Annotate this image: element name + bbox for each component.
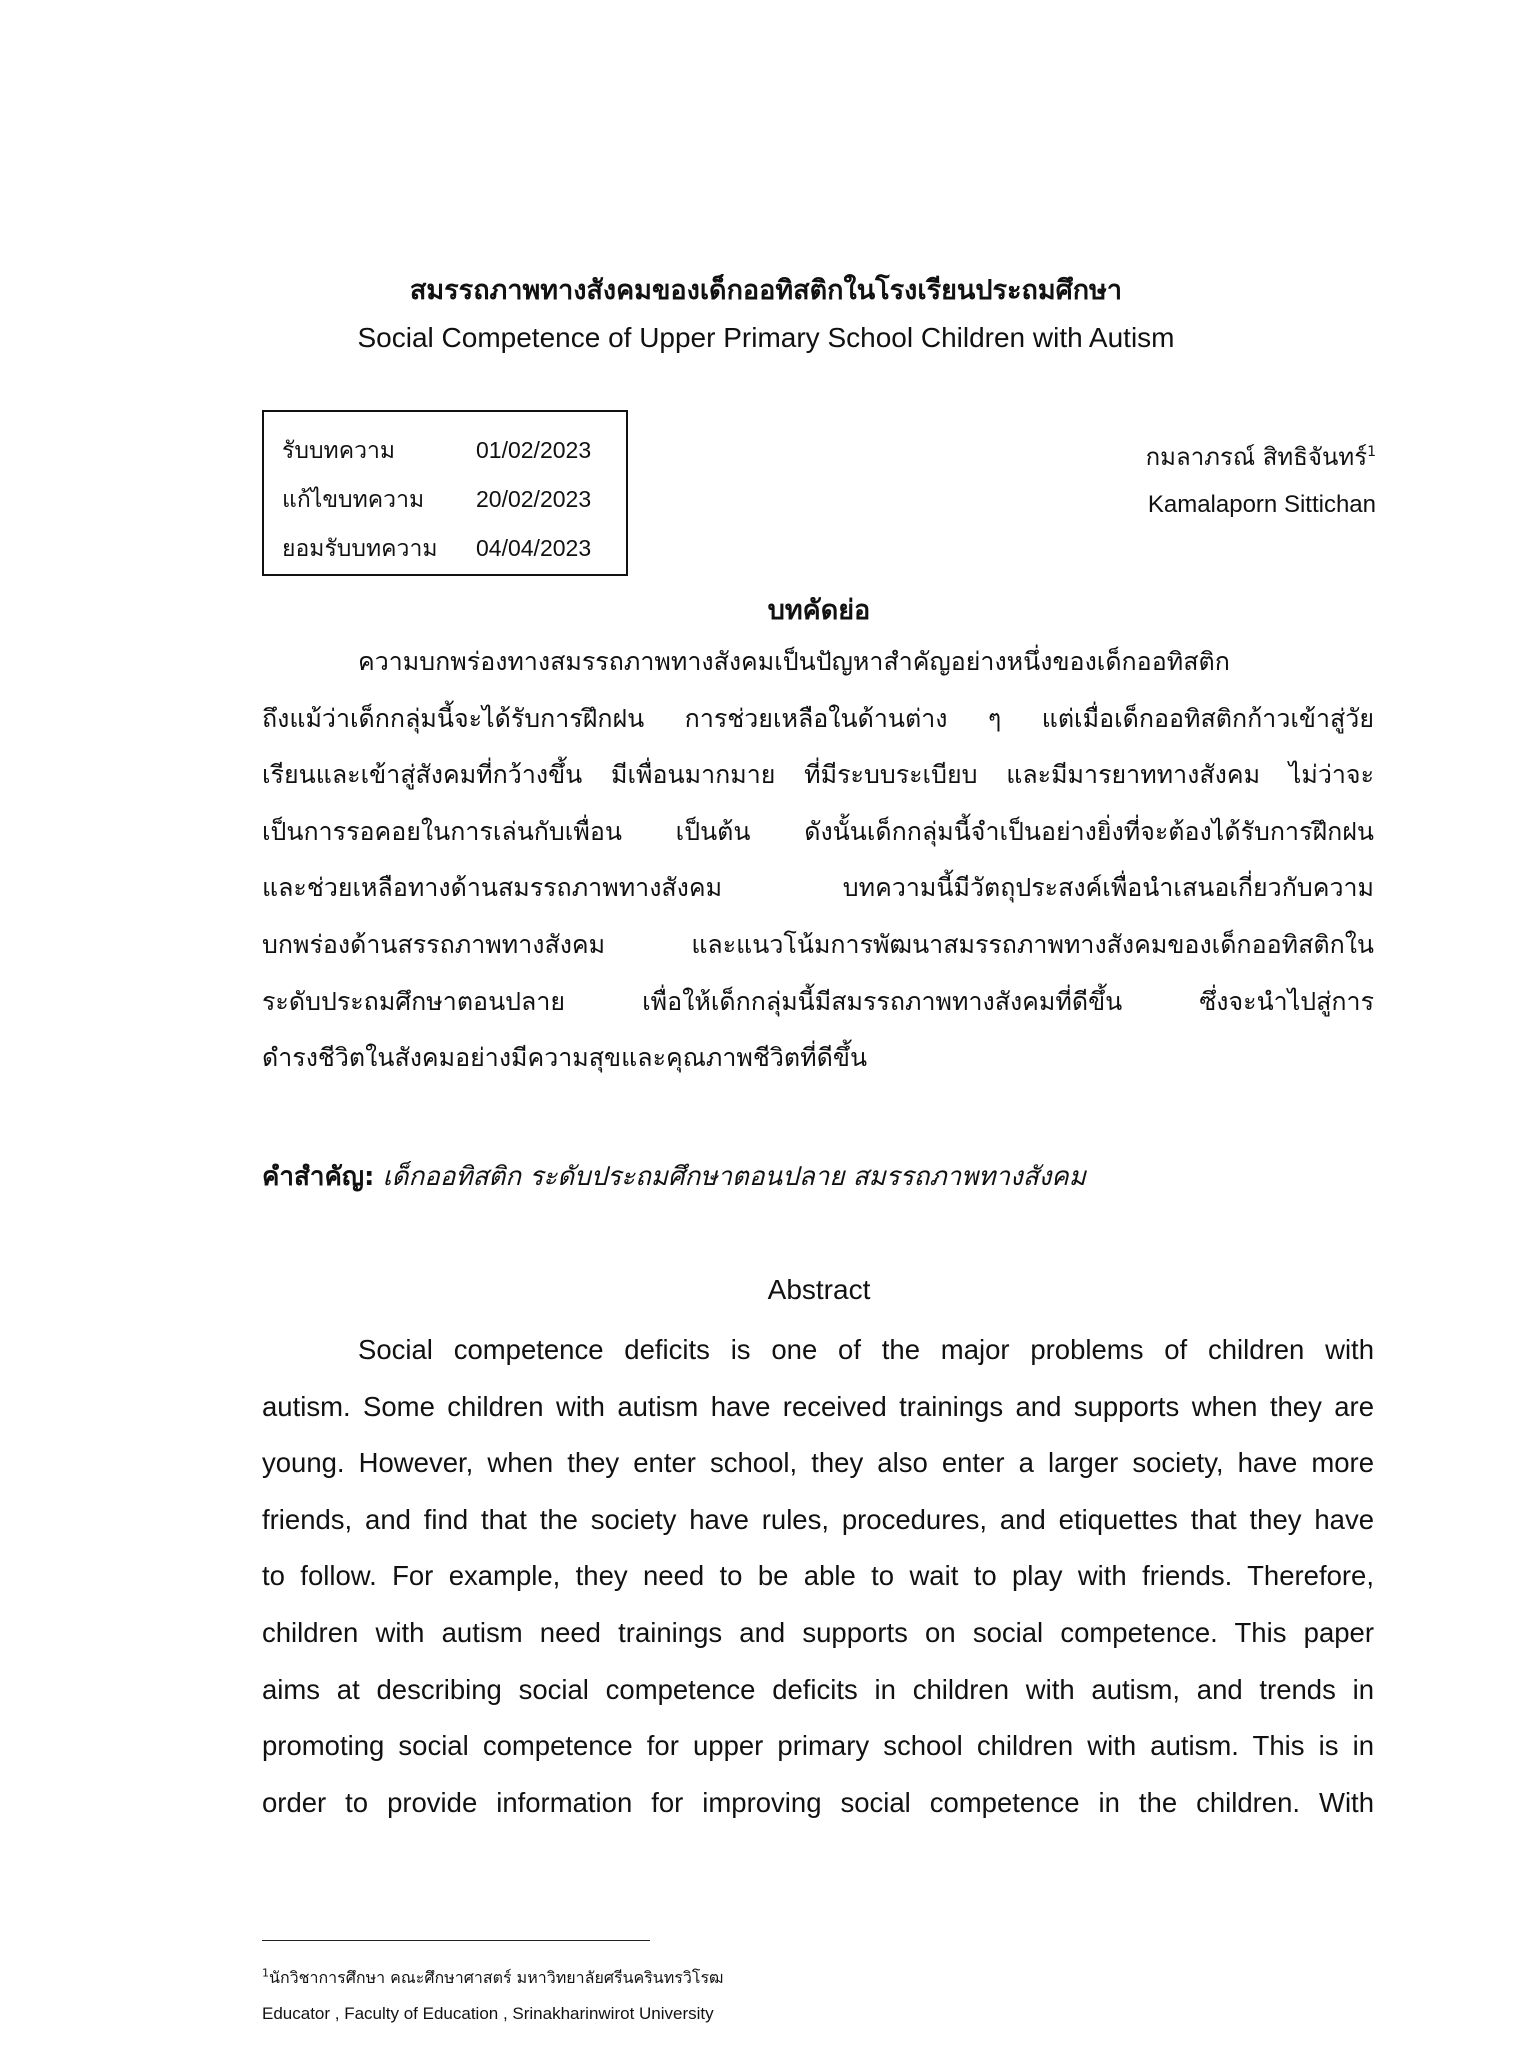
date-value: 01/02/2023	[476, 437, 592, 463]
footnote-thai	[262, 1966, 724, 1991]
author-name-thai	[1146, 428, 1376, 481]
abstract-english-heading: Abstract	[767, 1274, 871, 1305]
paragraph-line: ถึงแม้ว่าเด็กกลุ่มนี้จะได้รับการฝึกฝน การช่วยเหลือในด้านต่าง ๆ แต่เมื่อเด็กออทิสติกก้าวเข้าสู่วัย	[262, 703, 1374, 733]
paragraph-line: to follow. For example, they need to be able to wait to play with friends. Therefore,	[262, 1560, 1374, 1592]
paragraph-line: และช่วยเหลือทางด้านสมรรถภาพทางสังคม บทความนี้มีวัตถุประสงค์เพื่อนำเสนอเกี่ยวกับความ	[262, 873, 1374, 903]
date-row-revised	[282, 475, 626, 524]
paragraph-line: Social competence deficits is one of the major problems of children with	[358, 1334, 1374, 1365]
author-thai-text: กมลาภรณ์ สิทธิจันทร์	[1145, 443, 1368, 471]
date-value: 04/04/2023	[476, 535, 592, 561]
footnote-divider	[262, 1940, 650, 1941]
abstract-thai-heading: บทคัดย่อ	[767, 595, 871, 626]
footnote-thai-text: นักวิชาการศึกษา คณะศึกษาศาสตร์ มหาวิทยาลัยศรีนครินทรวิโรฒ	[269, 1968, 724, 1987]
author-block	[1146, 428, 1376, 529]
date-label: แก้ไขบทความ	[282, 486, 425, 513]
paragraph-line: ดำรงชีวิตในสังคมอย่างมีความสุขและคุณภาพชีวิตที่ดีขึ้น	[262, 1043, 868, 1073]
paragraph-line: ระดับประถมศึกษาตอนปลาย เพื่อให้เด็กกลุ่มนี้มีสมรรถภาพทางสังคมที่ดีขึ้น ซึ่งจะนำไปสู่การ	[262, 986, 1374, 1016]
paragraph-line: young. However, when they enter school, they also enter a larger society, have more	[262, 1447, 1374, 1479]
author-name-english: Kamalaporn Sittichan	[1147, 491, 1376, 518]
paragraph-line: บกพร่องด้านสรรถภาพทางสังคม และแนวโน้มการพัฒนาสมรรถภาพทางสังคมของเด็กออทิสติกใน	[262, 929, 1374, 959]
date-value: 20/02/2023	[476, 486, 592, 512]
abstract-thai-body	[262, 634, 1374, 1087]
footnote-english: Educator , Faculty of Education , Srinakharinwirot University	[262, 2004, 714, 2023]
paragraph-line: promoting social competence for upper primary school children with autism. This is in	[262, 1730, 1374, 1762]
submission-dates-box	[262, 410, 628, 576]
abstract-english-body	[262, 1322, 1374, 1831]
paragraph-line: friends, and find that the society have rules, procedures, and etiquettes that they have	[262, 1503, 1374, 1535]
keywords-text: เด็กออทิสติก ระดับประถมศึกษาตอนปลาย สมรรถภาพทางสังคม	[382, 1162, 1086, 1192]
paragraph-line: order to provide information for improving social competence in the children. With	[262, 1786, 1374, 1818]
title-english: Social Competence of Upper Primary School Children with Autism	[357, 322, 1175, 353]
paragraph-line: ความบกพร่องทางสมรรถภาพทางสังคมเป็นปัญหาสำคัญอย่างหนึ่งของเด็กออทิสติก	[358, 647, 1230, 676]
paragraph-line: aims at describing social competence deficits in children with autism, and trends in	[262, 1673, 1374, 1705]
footnote-mark: 1	[262, 1966, 269, 1980]
date-label: รับบทความ	[282, 437, 396, 464]
author-footnote-mark: 1	[1367, 444, 1376, 460]
date-row-received	[282, 426, 626, 475]
keywords	[262, 1156, 1086, 1197]
paragraph-line: autism. Some children with autism have received trainings and supports when they are	[262, 1390, 1374, 1422]
title-thai: สมรรถภาพทางสังคมของเด็กออทิสติกในโรงเรียนประถมศึกษา	[409, 275, 1123, 306]
keywords-label: คำสำคัญ:	[262, 1162, 375, 1192]
paragraph-line: เรียนและเข้าสู่สังคมที่กว้างขึ้น มีเพื่อนมากมาย ที่มีระบบระเบียบ และมีมารยาททางสังคม ไม่ว่าจะ	[262, 760, 1374, 790]
date-row-accepted	[282, 524, 626, 573]
paragraph-line: เป็นการรอคอยในการเล่นกับเพื่อน เป็นต้น ดังนั้นเด็กกลุ่มนี้จำเป็นอย่างยิ่งที่จะต้องได้รับการฝึกฝน	[262, 816, 1374, 846]
paragraph-line: children with autism need trainings and supports on social competence. This paper	[262, 1616, 1374, 1648]
date-label: ยอมรับบทความ	[282, 535, 438, 562]
